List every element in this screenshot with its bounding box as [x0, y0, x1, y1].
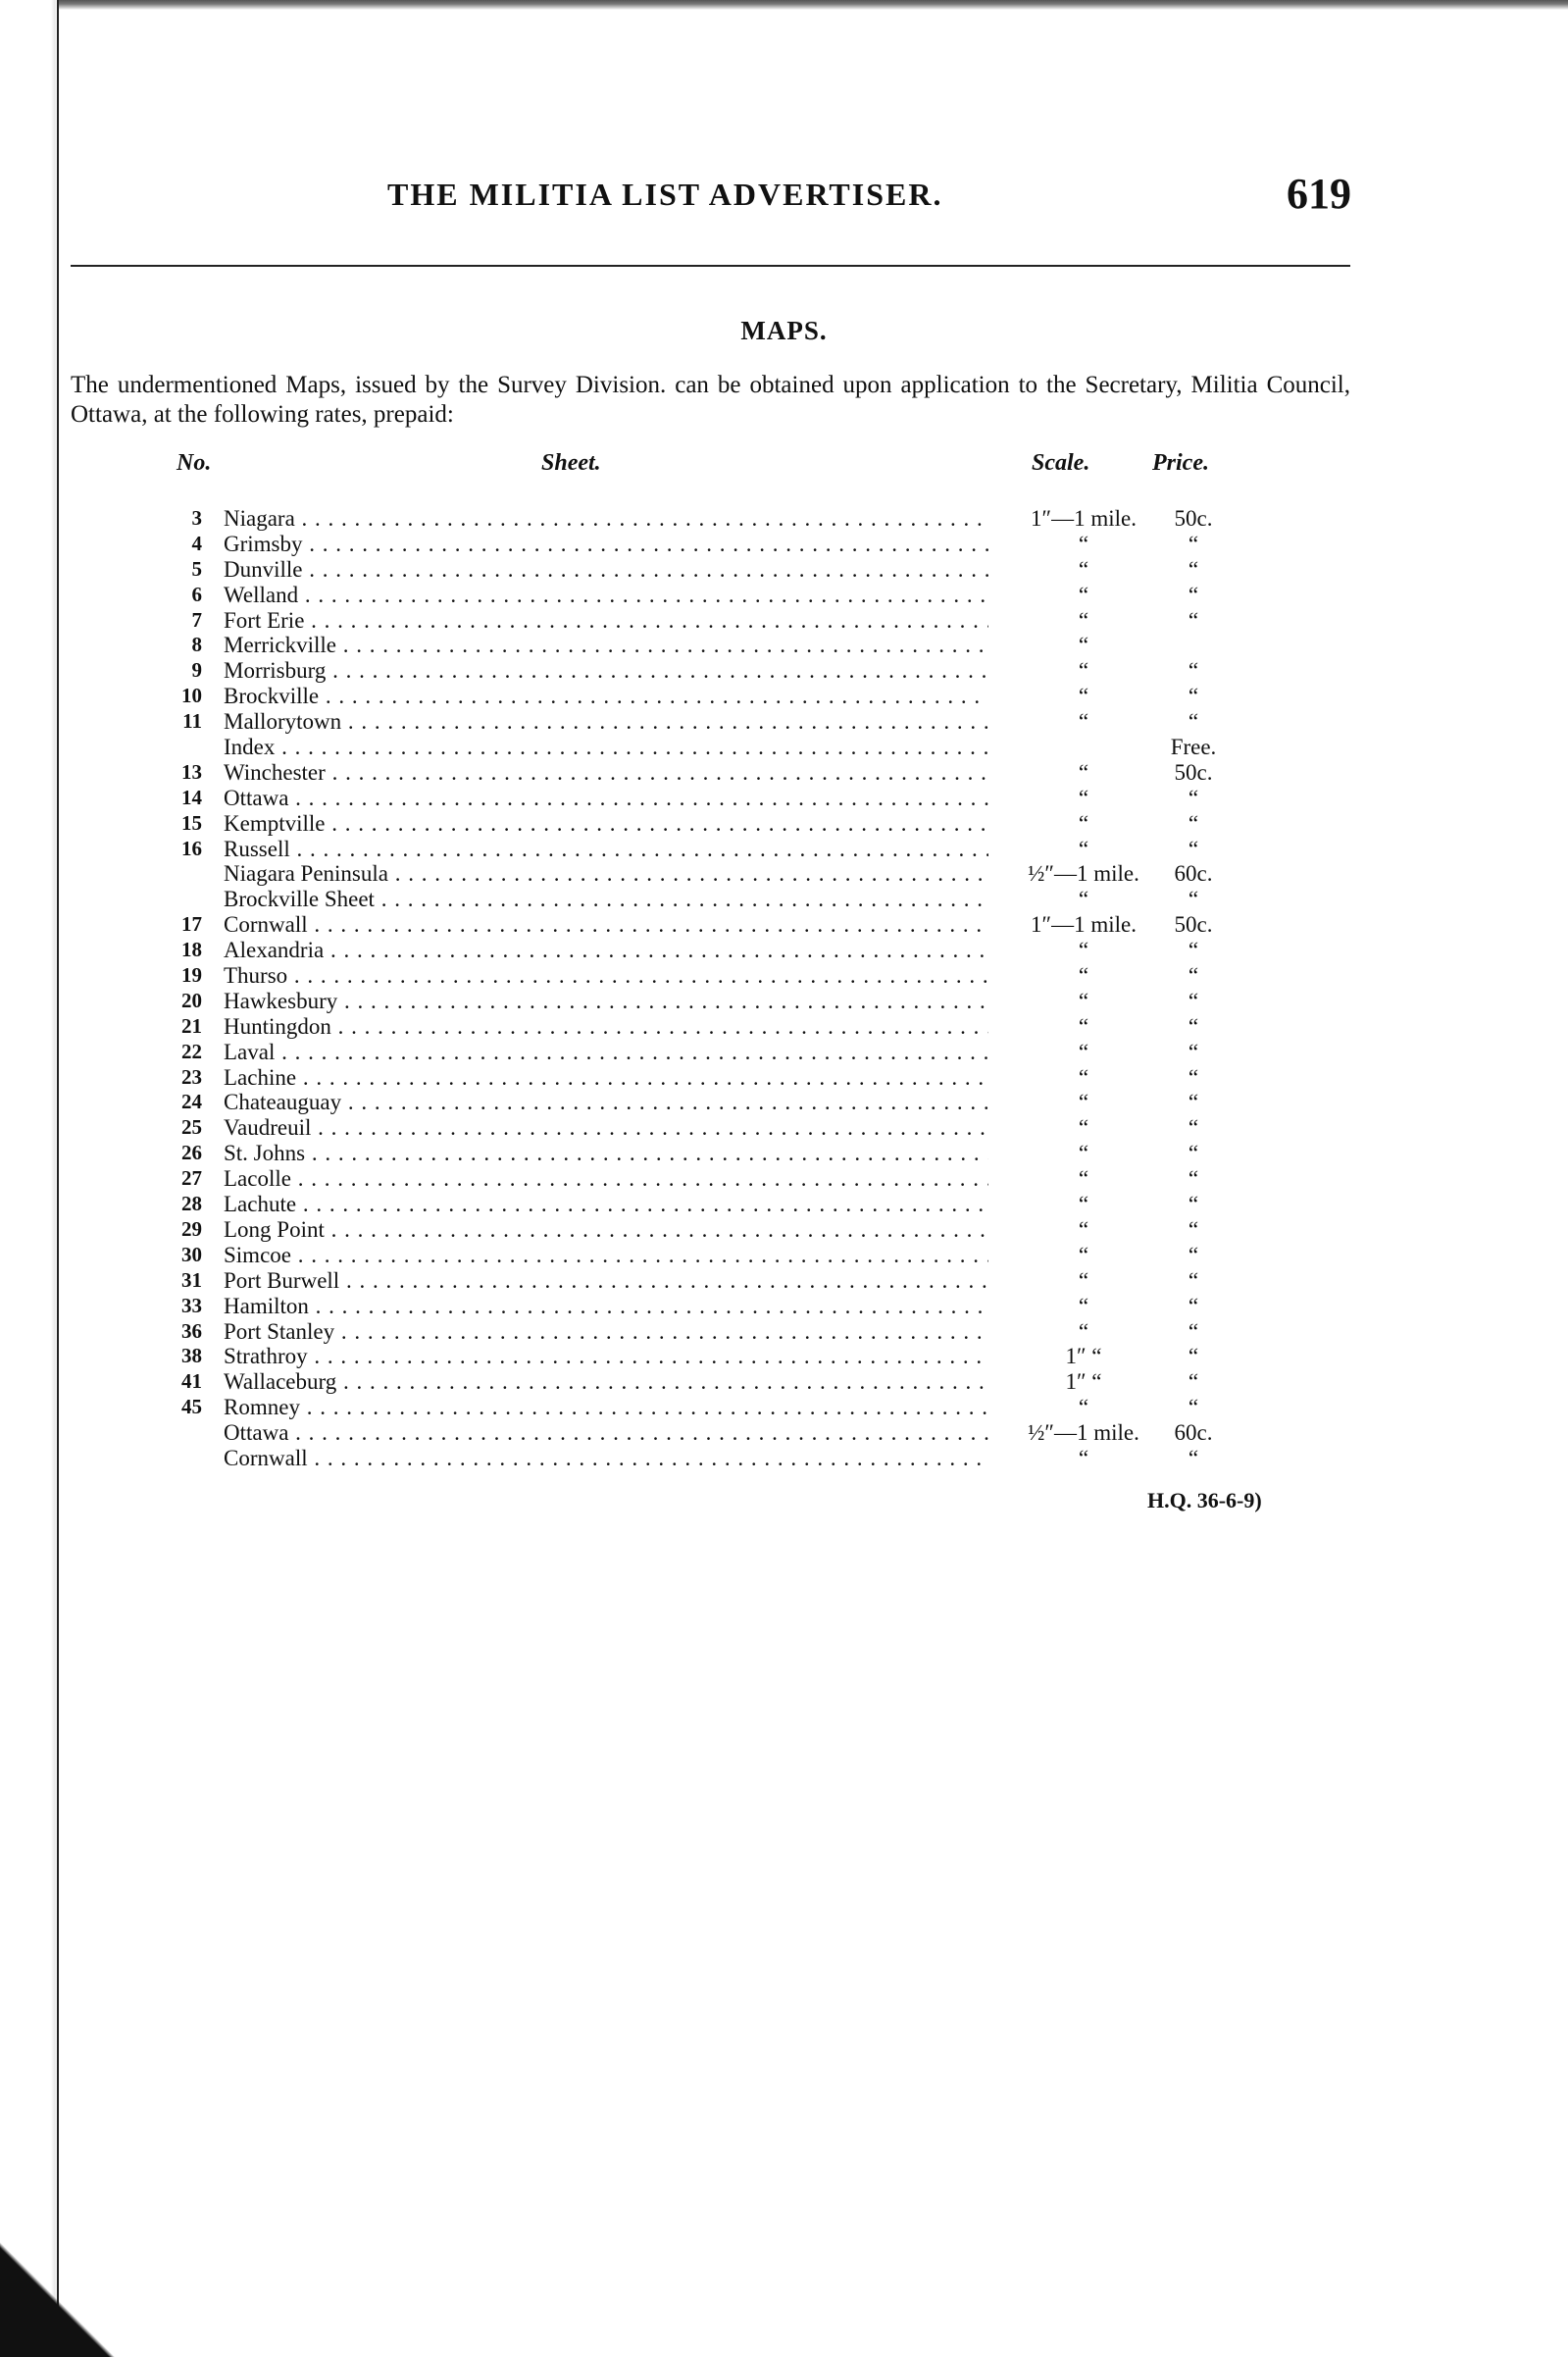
map-sheet-name: Brockville . . . — [224, 684, 988, 709]
map-sheet-name: Grimsby . . . — [224, 532, 988, 557]
map-sheet-name: Alexandria . . . — [224, 938, 988, 963]
map-price: 50c. — [1174, 912, 1213, 938]
map-scale: “ — [1078, 1192, 1089, 1217]
map-price: “ — [1188, 1293, 1199, 1318]
table-row — [0, 1040, 1568, 1065]
page-number: 619 — [1287, 170, 1351, 218]
table-row — [0, 658, 1568, 684]
map-sheet-name: Brockville Sheet . . . — [224, 887, 988, 912]
map-number: 10 — [181, 684, 202, 708]
map-sheet-name: Russell . . . — [224, 837, 988, 862]
map-price: “ — [1188, 1267, 1199, 1293]
hq-reference: H.Q. 36-6-9) — [1147, 1488, 1262, 1512]
map-sheet-name: Lachine . . . — [224, 1065, 988, 1091]
map-number: 36 — [181, 1318, 202, 1343]
map-price: “ — [1188, 810, 1199, 836]
running-title: THE MILITIA LIST ADVERTISER. — [387, 177, 943, 212]
map-sheet-name: Strathroy . . . — [224, 1344, 988, 1369]
maps-table — [0, 506, 1568, 1471]
table-row — [0, 506, 1568, 532]
map-number: 8 — [191, 633, 202, 657]
column-header-sheet: Sheet. — [541, 450, 601, 476]
map-sheet-name: Vaudreuil . . . — [224, 1115, 988, 1141]
table-row — [0, 861, 1568, 887]
table-row — [0, 1243, 1568, 1268]
table-row — [0, 1141, 1568, 1166]
map-sheet-name: Lachute . . . — [224, 1192, 988, 1217]
map-scale: “ — [1078, 531, 1089, 556]
map-number: 45 — [181, 1395, 202, 1419]
table-row — [0, 1294, 1568, 1319]
map-scale: “ — [1078, 607, 1089, 633]
map-number: 9 — [191, 658, 202, 683]
map-scale: 1″—1 mile. — [1031, 912, 1137, 938]
table-row — [0, 1446, 1568, 1471]
map-price: “ — [1188, 709, 1199, 735]
map-scale: “ — [1078, 836, 1089, 861]
map-number: 5 — [191, 556, 202, 581]
table-row — [0, 608, 1568, 634]
map-number: 29 — [181, 1216, 202, 1241]
map-scale: “ — [1078, 1039, 1089, 1064]
map-price: “ — [1188, 658, 1199, 684]
map-sheet-name: Cornwall . . . — [224, 912, 988, 938]
map-number: 27 — [181, 1166, 202, 1191]
map-price: “ — [1188, 1166, 1199, 1192]
table-row — [0, 1065, 1568, 1091]
table-row — [0, 735, 1568, 760]
table-row — [0, 1115, 1568, 1141]
map-price: “ — [1188, 1141, 1199, 1166]
map-sheet-name: Lacolle . . . — [224, 1166, 988, 1192]
map-number: 19 — [181, 963, 202, 988]
map-number: 6 — [191, 582, 202, 606]
map-scale: “ — [1078, 810, 1089, 836]
map-scale: “ — [1078, 709, 1089, 735]
table-row — [0, 557, 1568, 583]
section-title: MAPS. — [740, 316, 828, 345]
table-row — [0, 1319, 1568, 1345]
table-row — [0, 786, 1568, 811]
map-scale: “ — [1078, 1141, 1089, 1166]
map-scale: “ — [1078, 1267, 1089, 1293]
column-header-scale: Scale. — [1032, 450, 1090, 476]
map-scale: “ — [1078, 1064, 1089, 1090]
map-price: Free. — [1170, 735, 1217, 760]
map-number: 38 — [181, 1344, 202, 1368]
table-row — [0, 887, 1568, 912]
map-scale: “ — [1078, 759, 1089, 785]
map-sheet-name: Ottawa . . . — [224, 1420, 988, 1446]
map-price: “ — [1188, 582, 1199, 607]
map-sheet-name: Chateauguay . . . — [224, 1090, 988, 1115]
table-row — [0, 1420, 1568, 1446]
map-price: “ — [1188, 1216, 1199, 1242]
map-scale: “ — [1078, 887, 1089, 912]
map-scale: “ — [1078, 1115, 1089, 1141]
map-scale: ½″—1 mile. — [1028, 861, 1139, 887]
map-scale: 1″ “ — [1065, 1344, 1102, 1369]
map-number: 31 — [181, 1267, 202, 1292]
map-price: 50c. — [1174, 759, 1213, 785]
map-scale: “ — [1078, 1216, 1089, 1242]
map-sheet-name: Merrickville . . . — [224, 633, 988, 658]
map-scale: “ — [1078, 1090, 1089, 1115]
map-price: “ — [1188, 1115, 1199, 1141]
map-sheet-name: Mallorytown . . . — [224, 709, 988, 735]
table-row — [0, 583, 1568, 608]
map-number: 17 — [181, 912, 202, 937]
column-header-price: Price. — [1152, 450, 1209, 476]
table-row — [0, 811, 1568, 837]
table-row — [0, 837, 1568, 862]
table-row — [0, 963, 1568, 989]
table-row — [0, 1217, 1568, 1243]
table-row — [0, 532, 1568, 557]
table-row — [0, 1369, 1568, 1395]
corner-shadow — [0, 2207, 137, 2357]
map-price: “ — [1188, 684, 1199, 709]
map-number: 25 — [181, 1115, 202, 1140]
map-sheet-name: Kemptville . . . — [224, 811, 988, 837]
map-number: 23 — [181, 1064, 202, 1089]
map-scale: “ — [1078, 1445, 1089, 1470]
table-row — [0, 1090, 1568, 1115]
map-scale: “ — [1078, 1293, 1089, 1318]
map-price: “ — [1188, 963, 1199, 989]
map-price: “ — [1188, 1064, 1199, 1090]
table-row — [0, 912, 1568, 938]
map-price: “ — [1188, 836, 1199, 861]
map-sheet-name: Hawkesbury . . . — [224, 989, 988, 1014]
map-scale: “ — [1078, 785, 1089, 810]
map-scale: “ — [1078, 684, 1089, 709]
map-sheet-name: Index . . . — [224, 735, 988, 760]
map-price: “ — [1188, 1039, 1199, 1064]
map-price: 50c. — [1174, 506, 1213, 531]
map-number: 13 — [181, 759, 202, 784]
map-sheet-name: Welland . . . — [224, 583, 988, 608]
map-scale: “ — [1078, 633, 1089, 658]
map-price: “ — [1188, 1395, 1199, 1420]
table-row — [0, 760, 1568, 786]
map-scale: “ — [1078, 938, 1089, 963]
map-sheet-name: Wallaceburg . . . — [224, 1369, 988, 1395]
map-sheet-name: Laval . . . — [224, 1040, 988, 1065]
map-price: “ — [1188, 1090, 1199, 1115]
map-sheet-name: Long Point . . . — [224, 1217, 988, 1243]
map-scale: 1″ “ — [1065, 1369, 1102, 1395]
map-sheet-name: Thurso . . . — [224, 963, 988, 989]
map-price: “ — [1188, 556, 1199, 582]
intro-paragraph: The undermentioned Maps, issued by the Survey Division. can be obtained upon application to the Secretary, Militia Council, Ottawa, at the following rates, prepaid: — [71, 372, 1350, 428]
map-sheet-name: Fort Erie . . . — [224, 608, 988, 634]
map-number: 24 — [181, 1090, 202, 1114]
map-scale: “ — [1078, 1318, 1089, 1344]
map-sheet-name: Port Stanley . . . — [224, 1319, 988, 1345]
map-scale: “ — [1078, 1166, 1089, 1192]
map-sheet-name: Ottawa . . . — [224, 786, 988, 811]
map-number: 11 — [182, 709, 202, 734]
map-sheet-name: Cornwall . . . — [224, 1446, 988, 1471]
map-sheet-name: Huntingdon . . . — [224, 1014, 988, 1040]
map-sheet-name: Simcoe . . . — [224, 1243, 988, 1268]
map-sheet-name: St. Johns . . . — [224, 1141, 988, 1166]
header-rule — [71, 265, 1350, 267]
map-number: 20 — [181, 988, 202, 1012]
map-scale: “ — [1078, 556, 1089, 582]
map-number: 15 — [181, 810, 202, 835]
map-sheet-name: Hamilton . . . — [224, 1294, 988, 1319]
map-scale: “ — [1078, 963, 1089, 989]
table-row — [0, 1344, 1568, 1369]
map-scale: “ — [1078, 1242, 1089, 1267]
map-price: “ — [1188, 1013, 1199, 1039]
map-number: 3 — [191, 506, 202, 530]
map-scale: 1″—1 mile. — [1031, 506, 1137, 531]
map-sheet-name: Morrisburg . . . — [224, 658, 988, 684]
table-row — [0, 938, 1568, 963]
map-number: 14 — [181, 785, 202, 809]
map-sheet-name: Winchester . . . — [224, 760, 988, 786]
map-number: 30 — [181, 1242, 202, 1266]
map-sheet-name: Dunville . . . — [224, 557, 988, 583]
map-sheet-name: Port Burwell . . . — [224, 1268, 988, 1294]
map-price: “ — [1188, 1369, 1199, 1395]
map-number: 7 — [191, 607, 202, 632]
map-price: “ — [1188, 785, 1199, 810]
map-number: 28 — [181, 1192, 202, 1216]
map-scale: “ — [1078, 1395, 1089, 1420]
map-sheet-name: Niagara . . . — [224, 506, 988, 532]
map-scale: “ — [1078, 582, 1089, 607]
map-scale: “ — [1078, 988, 1089, 1013]
map-price: “ — [1188, 531, 1199, 556]
map-number: 41 — [181, 1369, 202, 1394]
map-number: 21 — [181, 1013, 202, 1038]
table-row — [0, 1268, 1568, 1294]
map-scale: “ — [1078, 658, 1089, 684]
column-header-no: No. — [177, 450, 212, 476]
map-sheet-name: Niagara Peninsula . . . — [224, 861, 988, 887]
map-number: 16 — [181, 836, 202, 860]
map-price: “ — [1188, 1318, 1199, 1344]
map-price: “ — [1188, 1445, 1199, 1470]
map-price: “ — [1188, 607, 1199, 633]
table-row — [0, 1014, 1568, 1040]
map-number: 26 — [181, 1141, 202, 1165]
table-row — [0, 684, 1568, 709]
map-number: 22 — [181, 1039, 202, 1063]
table-row — [0, 1192, 1568, 1217]
map-price: “ — [1188, 1242, 1199, 1267]
table-row — [0, 1166, 1568, 1192]
map-number: 18 — [181, 938, 202, 962]
page-top-edge — [0, 0, 1568, 10]
table-row — [0, 633, 1568, 658]
map-price: “ — [1188, 887, 1199, 912]
table-row — [0, 709, 1568, 735]
map-price: “ — [1188, 988, 1199, 1013]
map-sheet-name: Romney . . . — [224, 1395, 988, 1420]
map-price: 60c. — [1174, 1420, 1213, 1446]
map-price: “ — [1188, 1192, 1199, 1217]
table-row — [0, 989, 1568, 1014]
map-price: “ — [1188, 1344, 1199, 1369]
map-price: “ — [1188, 938, 1199, 963]
map-scale: “ — [1078, 1013, 1089, 1039]
map-number: 4 — [191, 531, 202, 555]
map-price: 60c. — [1174, 861, 1213, 887]
table-row — [0, 1395, 1568, 1420]
map-number: 33 — [181, 1293, 202, 1317]
map-scale: ½″—1 mile. — [1028, 1420, 1139, 1446]
